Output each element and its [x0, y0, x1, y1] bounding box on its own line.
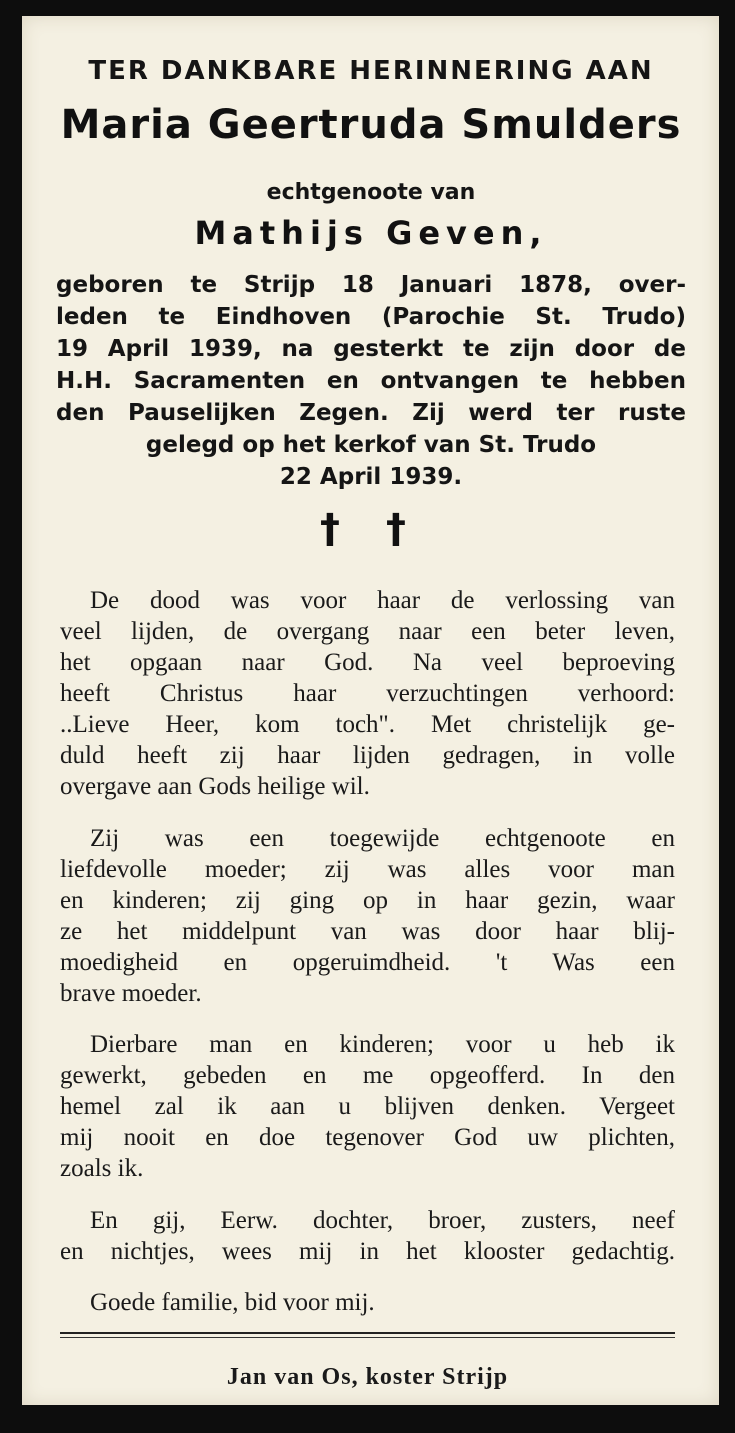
text-line: ze het middelpunt van was door haar blij- [60, 918, 675, 945]
deceased-name: Maria Geertruda Smulders [60, 102, 682, 148]
paragraph-prayer [60, 1287, 675, 1318]
text-line: mij nooit en doe tegenover God uw plichten, [60, 1124, 675, 1151]
text-line: duld heeft zij haar lijden gedragen, in volle [60, 742, 675, 769]
paragraph-mother [60, 823, 675, 1009]
text-line: gewerkt, gebeden en me opgeofferd. In den [60, 1062, 675, 1089]
text-line: heeft Christus haar verzuchtingen verhoord: [60, 680, 675, 707]
text-line: moedigheid en opgeruimdheid. 't Was een [60, 949, 675, 976]
text-line: en kinderen; zij ging op in haar gezin, waar [60, 887, 675, 914]
crosses-icon: † † [320, 506, 422, 552]
text-line: en nichtjes, wees mij in het klooster gedachtig. [60, 1238, 675, 1265]
paragraph-relatives [60, 1205, 675, 1267]
text-line: Dierbare man en kinderen; voor u heb ik [90, 1031, 675, 1058]
text-line: De dood was voor haar de verlossing van [90, 587, 675, 614]
bio-line: 19 April 1939, na gesterkt te zijn door de [56, 336, 686, 362]
divider [60, 1337, 675, 1338]
bio-line: 22 April 1939. [279, 464, 463, 490]
text-line: brave moeder. [60, 980, 202, 1007]
text-line: overgave aan Gods heilige wil. [60, 773, 370, 800]
bio-line: geboren te Strijp 18 Januari 1878, over- [56, 272, 686, 298]
paragraph-death [60, 585, 675, 802]
memorial-card [22, 16, 719, 1405]
text-line: veel lijden, de overgang naar een beter leven, [60, 618, 675, 645]
bio-line: den Pauselijken Zegen. Zij werd ter ruste [56, 400, 686, 426]
text-line: hemel zal ik aan u blijven denken. Vergeet [60, 1093, 675, 1120]
spouse-of-label: echtgenoote van [266, 180, 476, 205]
divider [60, 1332, 675, 1334]
spouse-name: Mathijs Geven, [194, 214, 548, 252]
biography [56, 269, 686, 493]
text-line: zoals ik. [60, 1155, 144, 1182]
bio-line: leden te Eindhoven (Parochie St. Trudo) [56, 304, 686, 330]
printer-credit: Jan van Os, koster Strijp [226, 1364, 509, 1390]
text-line: En gij, Eerw. dochter, broer, zusters, neef [90, 1207, 675, 1234]
text-line: Zij was een toegewijde echtgenoote en [90, 825, 675, 852]
bio-line: H.H. Sacramenten en ontvangen te hebben [56, 368, 686, 394]
text-line: Goede familie, bid voor mij. [90, 1289, 375, 1316]
text-line: het opgaan naar God. Na veel beproeving [60, 649, 675, 676]
text-line: liefdevolle moeder; zij was alles voor man [60, 856, 675, 883]
paragraph-family [60, 1029, 675, 1184]
text-line: ..Lieve Heer, kom toch". Met christelijk ge- [60, 711, 675, 738]
card-heading: TER DANKBARE HERINNERING AAN [88, 56, 654, 86]
bio-line: gelegd op het kerkof van St. Trudo [145, 432, 597, 458]
